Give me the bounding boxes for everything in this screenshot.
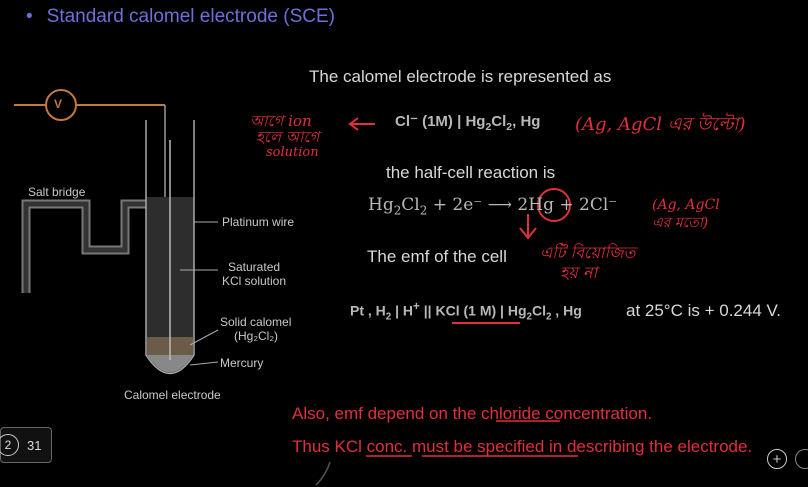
also-text: Also, emf depend on the chloride concentration. [292, 404, 653, 423]
emf-text: The emf of the cell [367, 247, 507, 266]
solid-calomel-label: Solid calomel [220, 315, 292, 329]
representation-formula: Cl⁻ (1M) | $Hg_2Cl_2$, Hg [395, 113, 541, 133]
annotation-left: আগে ion হলে আগে solution [250, 112, 320, 160]
salt-bridge-label: Salt bridge [28, 185, 86, 199]
represented-text: The calomel electrode is represented as [309, 67, 612, 86]
saturated-label: Saturated [228, 260, 281, 274]
reaction-equation: $Hg_2Cl_2 + 2e^-$ ⟶ 2Hg + 2Cl⁻ [368, 195, 618, 218]
thus-text: Thus KCl conc. must be specified in describing the electrode. [292, 437, 753, 456]
kcl-solution-label: KCl solution [222, 274, 287, 288]
annotation-note: এটি বিয়োজিত হয় না [540, 243, 636, 282]
page-number: 31 [27, 437, 42, 453]
mercury-label: Mercury [220, 356, 264, 370]
page-circle: 2 [0, 434, 19, 456]
annotation-right: (Ag, AgCl এর উল্টো) [575, 114, 746, 135]
calomel-electrode-label: Calomel electrode [124, 388, 221, 402]
half-cell-text: the half-cell reaction is [386, 163, 556, 182]
hg2cl2-label: (Hg₂Cl₂) [234, 329, 278, 343]
bullet: • [26, 6, 33, 27]
annotation-mid: (Ag, AgCl এর মতো) [652, 197, 720, 231]
voltmeter-label: V [54, 97, 63, 111]
emf-value: at 25°C is + 0.244 V. [626, 301, 782, 320]
add-icon[interactable]: + [767, 449, 787, 469]
title-text: Standard calomel electrode (SCE) [46, 6, 335, 27]
platinum-wire-label: Platinum wire [222, 215, 295, 229]
circle-button[interactable] [795, 449, 808, 469]
cell-notation: Pt , $H_2$ | H+ || KCl (1 M) | $Hg_2Cl_2$ , Hg [350, 300, 582, 323]
page-indicator[interactable] [0, 427, 52, 463]
